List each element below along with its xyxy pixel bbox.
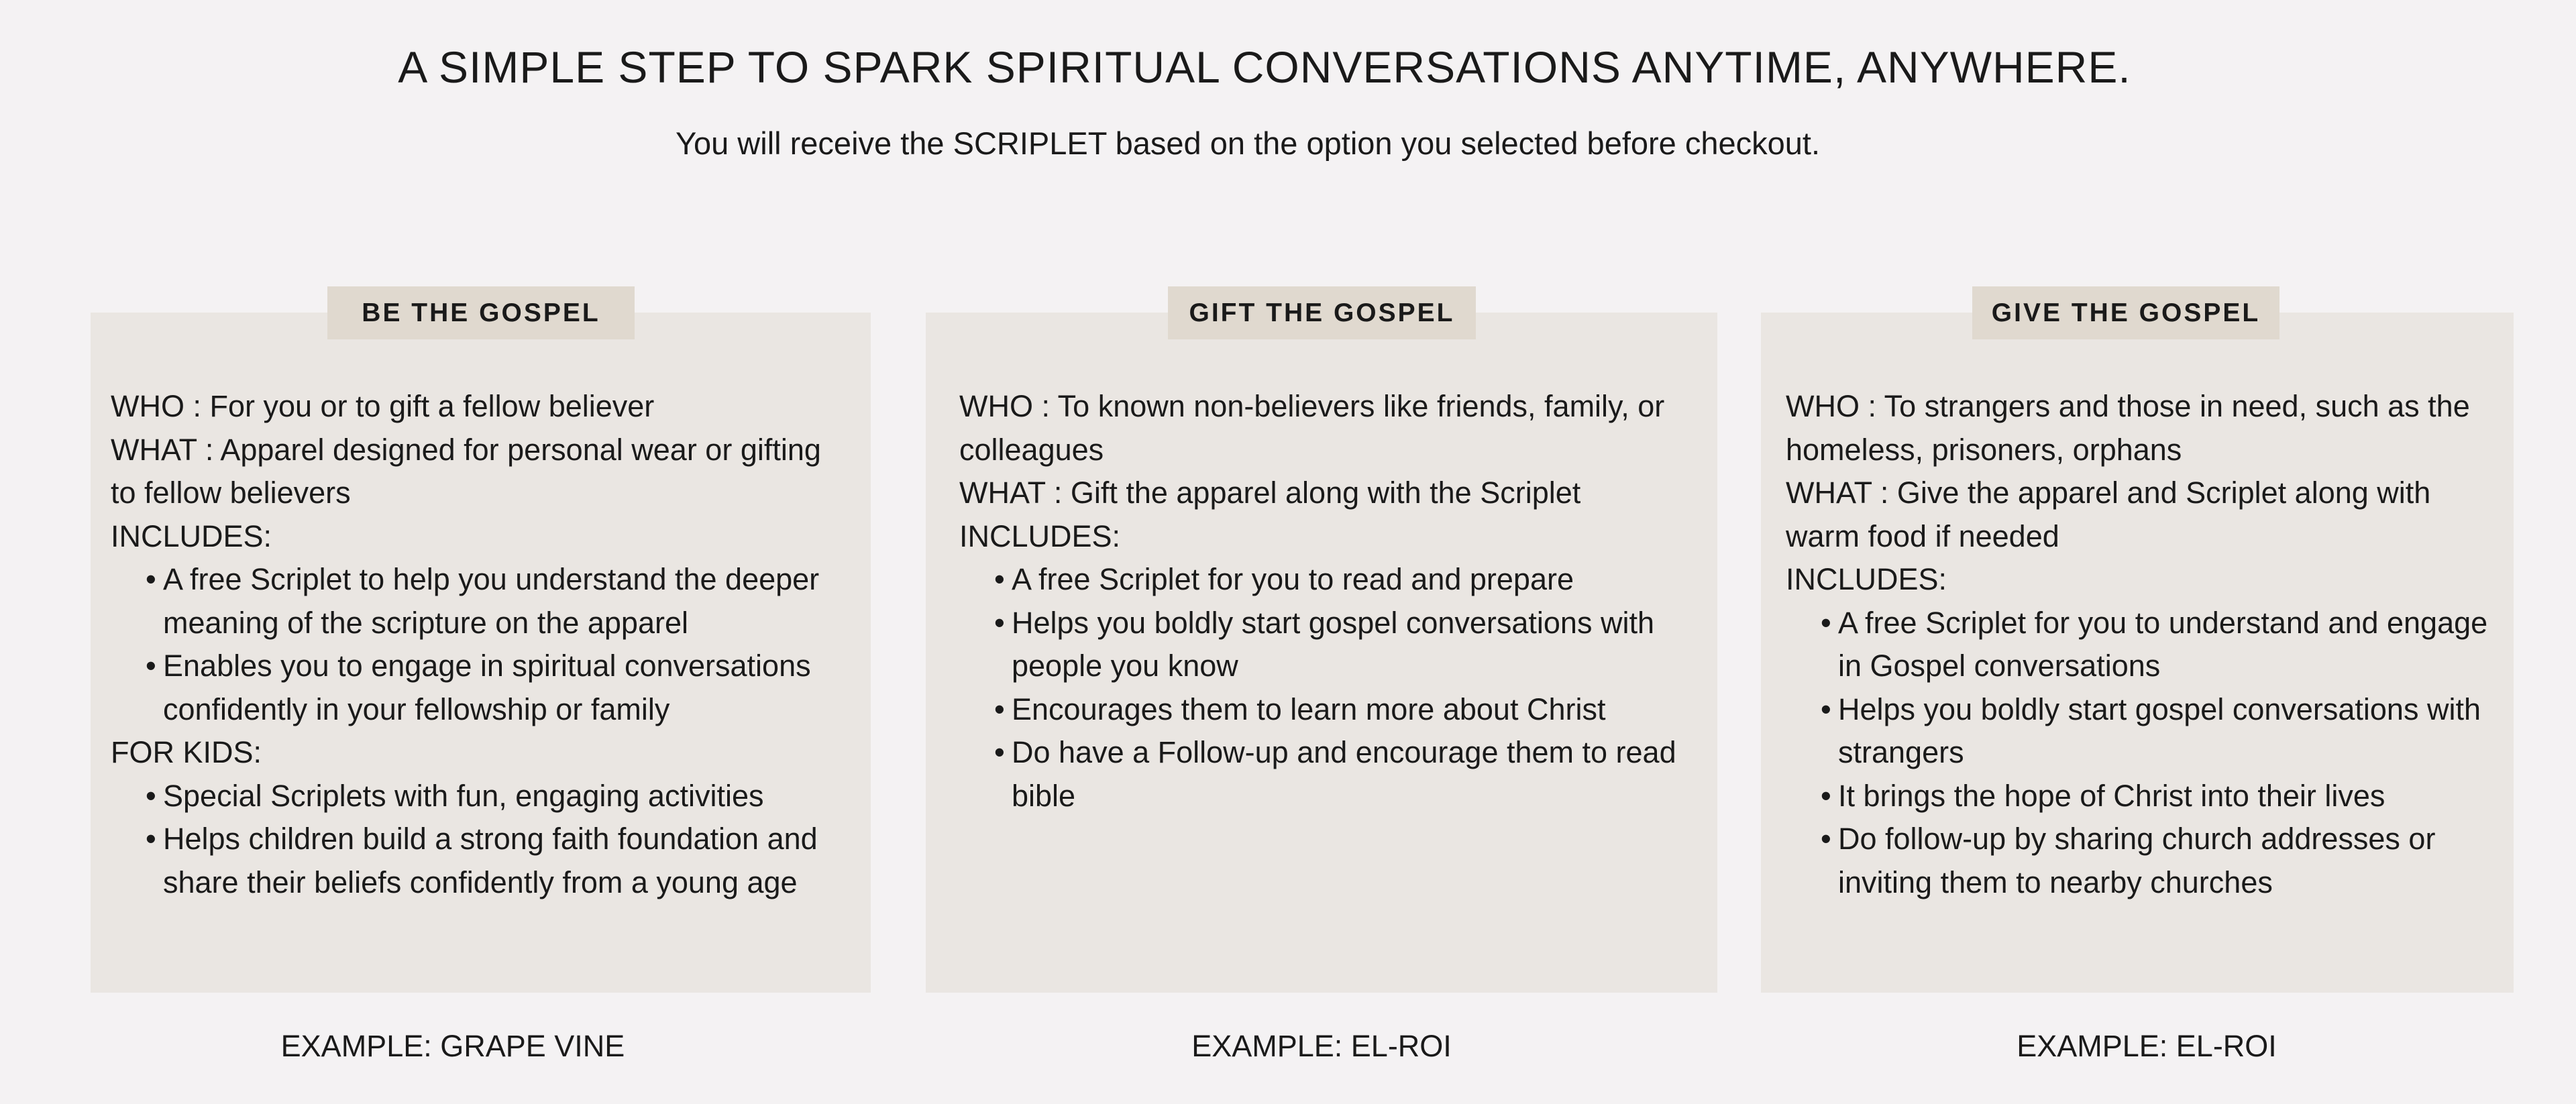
list-item-text: A free Scriplet for you to understand and engage in Gospel conversations	[1838, 605, 2488, 683]
be-the-gospel-tag: BE THE GOSPEL	[327, 286, 635, 339]
example-gift-the-gospel: EXAMPLE: EL-ROI	[1191, 1029, 1452, 1063]
list-item-text: Enables you to engage in spiritual conversations confidently in your fellowship or family	[163, 649, 811, 726]
be-the-gospel-details	[111, 385, 842, 904]
what-line	[959, 472, 1704, 515]
list-item	[1821, 602, 2500, 688]
bullet-icon: •	[994, 735, 1005, 769]
list-item	[994, 602, 1704, 688]
what-text: Gift the apparel along with the Scriplet	[1070, 476, 1581, 510]
list-item-text: Do have a Follow-up and encourage them to read bible	[1012, 735, 1676, 813]
bullet-icon: •	[994, 692, 1005, 726]
includes-list	[959, 558, 1704, 818]
for-kids-list	[111, 775, 842, 905]
list-item-text: Do follow-up by sharing church addresses or inviting them to nearby churches	[1838, 822, 2436, 899]
give-the-gospel-card	[1761, 313, 2514, 993]
who-label: WHO :	[111, 389, 210, 423]
example-give-the-gospel: EXAMPLE: EL-ROI	[2017, 1029, 2277, 1063]
bullet-icon: •	[146, 822, 156, 856]
who-line	[1786, 385, 2500, 472]
list-item	[146, 775, 842, 818]
page-subtitle: You will receive the SCRIPLET based on the option you selected before checkout.	[675, 125, 1821, 161]
includes-list	[1786, 602, 2500, 905]
bullet-icon: •	[994, 605, 1005, 640]
list-item	[994, 731, 1704, 818]
bullet-icon: •	[1821, 605, 1831, 640]
gift-the-gospel-details	[959, 385, 1704, 818]
what-line	[111, 429, 842, 515]
list-item	[146, 818, 842, 904]
list-item-text: A free Scriplet for you to read and prepare	[1012, 562, 1574, 596]
be-the-gospel-card	[91, 313, 871, 993]
for-kids-label: FOR KIDS:	[111, 735, 262, 769]
page-title: A SIMPLE STEP TO SPARK SPIRITUAL CONVERSATIONS ANYTIME, ANYWHERE.	[398, 42, 2131, 92]
list-item	[146, 645, 842, 731]
who-label: WHO :	[959, 389, 1058, 423]
what-label: WHAT :	[959, 476, 1071, 510]
who-text: To known non-believers like friends, family, or colleagues	[959, 389, 1665, 467]
includes-label: INCLUDES:	[1786, 562, 1947, 596]
who-line	[111, 385, 842, 429]
list-item-text: Encourages them to learn more about Christ	[1012, 692, 1606, 726]
includes-list	[111, 558, 842, 731]
what-line	[1786, 472, 2500, 558]
list-item-text: A free Scriplet to help you understand the deeper meaning of the scripture on the apparel	[163, 562, 820, 640]
bullet-icon: •	[994, 562, 1005, 596]
bullet-icon: •	[1821, 778, 1831, 813]
list-item-text: Helps you boldly start gospel conversations with strangers	[1838, 692, 2481, 769]
list-item-text: Helps you boldly start gospel conversations with people you know	[1012, 605, 1654, 683]
list-item	[1821, 688, 2500, 775]
bullet-icon: •	[1821, 822, 1831, 856]
includes-label: INCLUDES:	[111, 518, 272, 553]
what-text: Give the apparel and Scriplet along with warm food if needed	[1786, 476, 2431, 553]
example-be-the-gospel: EXAMPLE: GRAPE VINE	[280, 1029, 625, 1063]
who-line	[959, 385, 1704, 472]
list-item-text: Helps children build a strong faith foundation and share their beliefs confidently from a young age	[163, 822, 818, 899]
list-item	[1821, 818, 2500, 904]
bullet-icon: •	[1821, 692, 1831, 726]
list-item	[1821, 775, 2500, 818]
who-text: To strangers and those in need, such as the homeless, prisoners, orphans	[1786, 389, 2470, 467]
give-the-gospel-details	[1786, 385, 2500, 904]
what-label: WHAT :	[111, 432, 221, 467]
who-label: WHO :	[1786, 389, 1884, 423]
list-item	[146, 558, 842, 645]
give-the-gospel-tag: GIVE THE GOSPEL	[1972, 286, 2279, 339]
what-text: Apparel designed for personal wear or gifting to fellow believers	[111, 432, 821, 510]
list-item-text: Special Scriplets with fun, engaging activities	[163, 778, 764, 813]
bullet-icon: •	[146, 778, 156, 813]
bullet-icon: •	[146, 649, 156, 683]
list-item	[994, 688, 1704, 732]
who-text: For you or to gift a fellow believer	[209, 389, 655, 423]
what-label: WHAT :	[1786, 476, 1897, 510]
gift-the-gospel-tag: GIFT THE GOSPEL	[1168, 286, 1476, 339]
gift-the-gospel-card	[926, 313, 1717, 993]
list-item	[994, 558, 1704, 602]
bullet-icon: •	[146, 562, 156, 596]
includes-label: INCLUDES:	[959, 518, 1121, 553]
list-item-text: It brings the hope of Christ into their lives	[1838, 778, 2385, 813]
